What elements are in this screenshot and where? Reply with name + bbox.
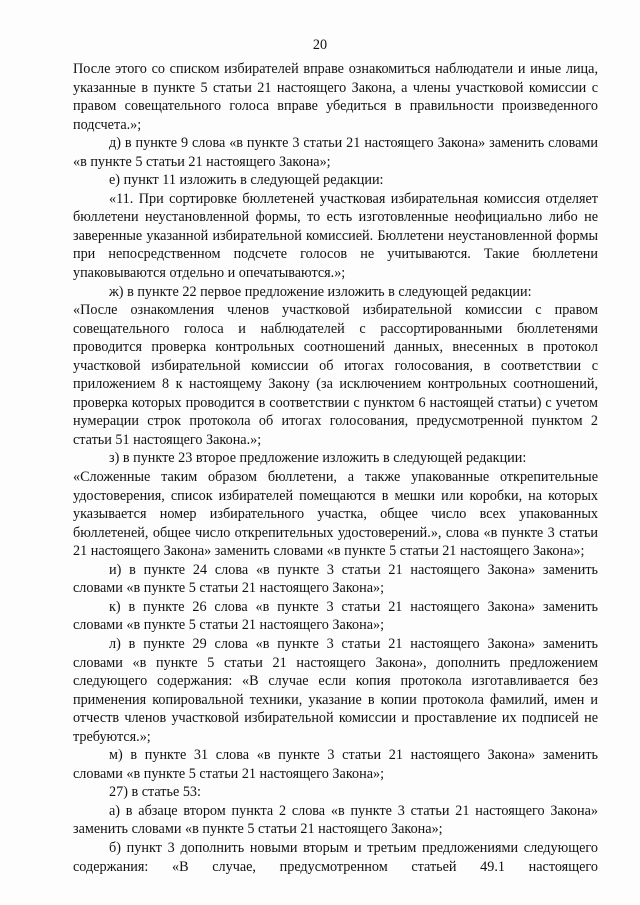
paragraph: к) в пункте 26 слова «в пункте 3 статьи 21 настоящего Закона» заменить словами «в пункте 5 статьи 21 настоящего Закона»; — [73, 598, 598, 634]
paragraph: ж) в пункте 22 первое предложение изложить в следующей редакции: — [109, 283, 532, 300]
paragraph: з) в пункте 23 второе предложение изложить в следующей редакции: — [109, 450, 527, 467]
paragraph: и) в пункте 24 слова «в пункте 3 статьи 21 настоящего Закона» заменить словами «в пункте 5 статьи 21 настоящего Закона»; — [73, 561, 598, 597]
page-number: 20 — [312, 37, 328, 53]
paragraph: 27) в статье 53: — [109, 784, 201, 801]
paragraph: После этого со списком избирателей вправе ознакомиться наблюдатели и иные лица, указанные в пункте 5 статьи 21 настоящего Закона, а члены участковой комиссии с правом совещательного голоса вправе убедиться в правильности произведенного подсчета.»; — [73, 61, 598, 133]
paragraph: «Сложенные таким образом бюллетени, а также упакованные открепительные удостоверения, список избирателей помещаются в мешки или коробки, на которых указывается номер избирательного участка, общее число всех упакованных бюллетеней, общее число открепительных удостоверений.», слова «в пункте 3 статьи 21 настоящего Закона» заменить словами «в пункте 5 статьи 21 настоящего Закона»; — [73, 469, 598, 560]
paragraph: б) пункт 3 дополнить новыми вторым и третьим предложениями следующего содержания: «В случае, предусмотренном статьей 49.1 настоящего — [73, 839, 598, 875]
paragraph: л) в пункте 29 слова «в пункте 3 статьи 21 настоящего Закона» заменить словами «в пункте 5 статьи 21 настоящего Закона», дополнить предложением следующего содержания: «В случае если копия протокола изготавливается без применения копировальной техники, указание в копии протокола фамилий, имен и отчеств членов участковой избирательной комиссии и проставление их подписей не требуются.»; — [73, 635, 598, 745]
paragraph: е) пункт 11 изложить в следующей редакции: — [109, 172, 384, 189]
document-body — [73, 60, 598, 876]
paragraph: д) в пункте 9 слова «в пункте 3 статьи 21 настоящего Закона» заменить словами «в пункте 5 статьи 21 настоящего Закона»; — [73, 135, 598, 170]
paragraph: а) в абзаце втором пункта 2 слова «в пункте 3 статьи 21 настоящего Закона» заменить словами «в пункте 5 статьи 21 настоящего Закона»; — [73, 802, 598, 838]
paragraph: «11. При сортировке бюллетеней участковая избирательная комиссия отделяет бюллетени неустановленной формы, то есть изготовленные неофициально либо не заверенные указанной избирательной комиссией. Бюллетени неустановленной формы при непосредственном подсчете голосов не учитываются. Такие бюллетени упаковываются отдельно и опечатываются.»; — [73, 190, 598, 282]
paragraph: «После ознакомления членов участковой избирательной комиссии с правом совещательного голоса и наблюдателей с рассортированными бюллетенями проводится проверка контрольных соотношений данных, внесенных в протокол участковой избирательной комиссии об итогах голосования, в соответствии с приложением 8 к настоящему Закону (за исключением контрольных соотношений, проверка которых проводится в соответствии с пунктом 6 настоящей статьи) с учетом нумерации строк протокола об итогах голосования, предусмотренной пунктом 2 статьи 51 настоящего Закона.»; — [73, 302, 598, 448]
paragraph: м) в пункте 31 слова «в пункте 3 статьи 21 настоящего Закона» заменить словами «в пункте 5 статьи 21 настоящего Закона»; — [73, 747, 598, 782]
